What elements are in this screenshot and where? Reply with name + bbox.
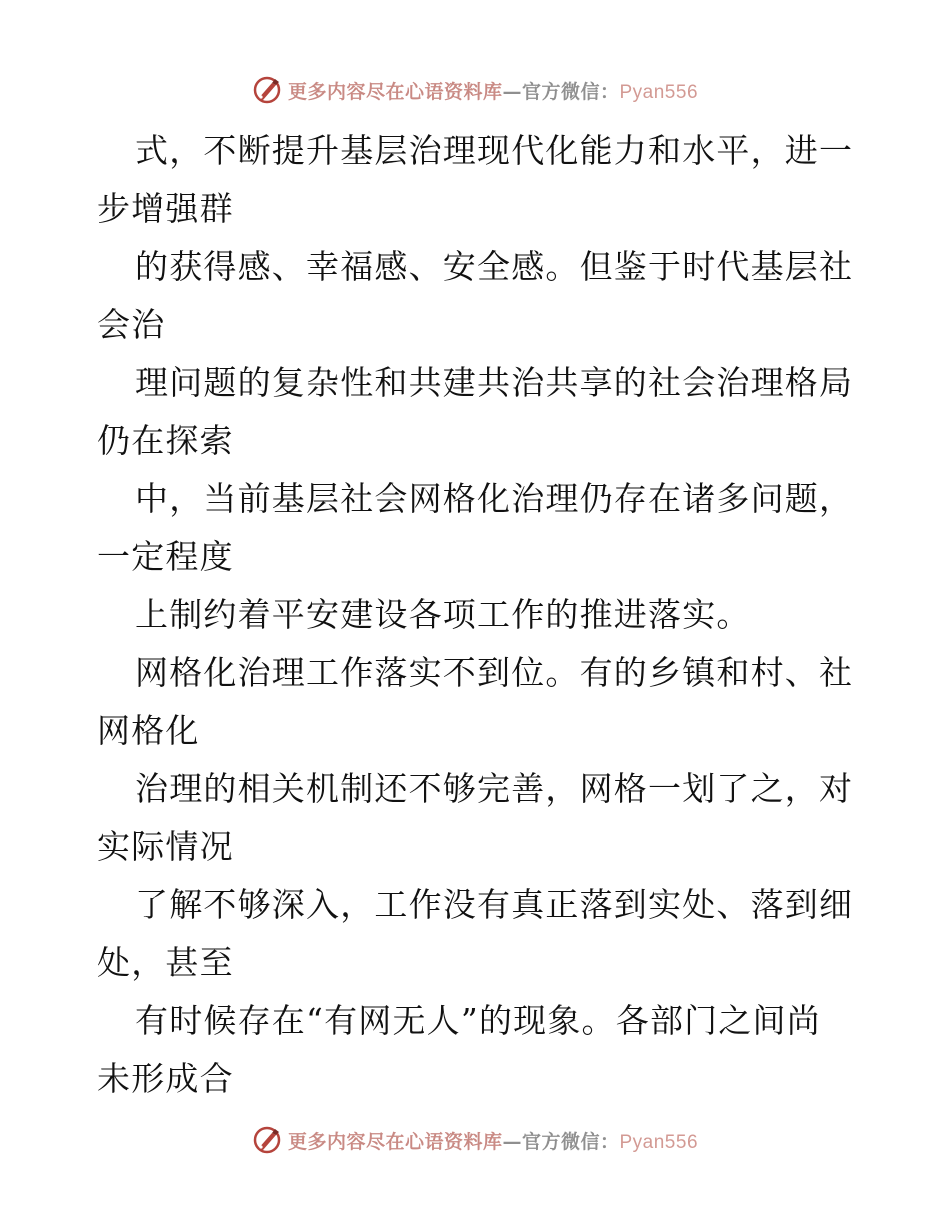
text-line: 实际情况 [97, 827, 234, 866]
text-line: 式，不断提升基层治理现代化能力和水平，进一 [135, 131, 854, 170]
text-line: 了解不够深入，工作没有真正落到实处、落到细 [135, 885, 854, 924]
text-line: 未形成合 [97, 1059, 234, 1098]
pen-logo-icon [252, 1125, 282, 1155]
text-line: 网格化 [97, 711, 200, 750]
text-line: 处，甚至 [97, 943, 234, 982]
text-line: 一定程度 [97, 537, 234, 576]
header-banner-main: 更多内容尽在心语资料库 [287, 80, 503, 103]
pen-logo-icon [252, 75, 282, 105]
text-line: 理问题的复杂性和共建共治共享的社会治理格局 [135, 363, 854, 402]
header-banner-inner [252, 75, 698, 105]
footer-banner-main: 更多内容尽在心语资料库 [287, 1130, 503, 1153]
footer-banner-official: —官方微信： [502, 1130, 620, 1153]
text-line: 步增强群 [97, 189, 234, 228]
footer-banner-text [288, 1127, 698, 1154]
text-line: 网格化治理工作落实不到位。有的乡镇和村、社 [135, 653, 854, 692]
text-line: 有时候存在“有网无人”的现象。各部门之间尚 [135, 1001, 821, 1040]
header-banner-text [288, 77, 698, 104]
footer-banner [0, 1120, 950, 1160]
text-line: 仍在探索 [97, 421, 234, 460]
text-line: 上制约着平安建设各项工作的推进落实。 [135, 595, 751, 634]
footer-banner-inner [252, 1125, 698, 1155]
header-banner [0, 70, 950, 110]
header-banner-official: —官方微信： [502, 80, 620, 103]
text-line: 中，当前基层社会网格化治理仍存在诸多问题， [135, 479, 854, 518]
text-line: 的获得感、幸福感、安全感。但鉴于时代基层社 [135, 247, 854, 286]
footer-banner-wechat-id: Pyan556 [619, 1131, 699, 1153]
document-body [97, 122, 857, 1108]
text-line: 治理的相关机制还不够完善，网格一划了之，对 [135, 769, 854, 808]
text-line: 会治 [97, 305, 166, 344]
header-banner-wechat-id: Pyan556 [619, 81, 699, 103]
